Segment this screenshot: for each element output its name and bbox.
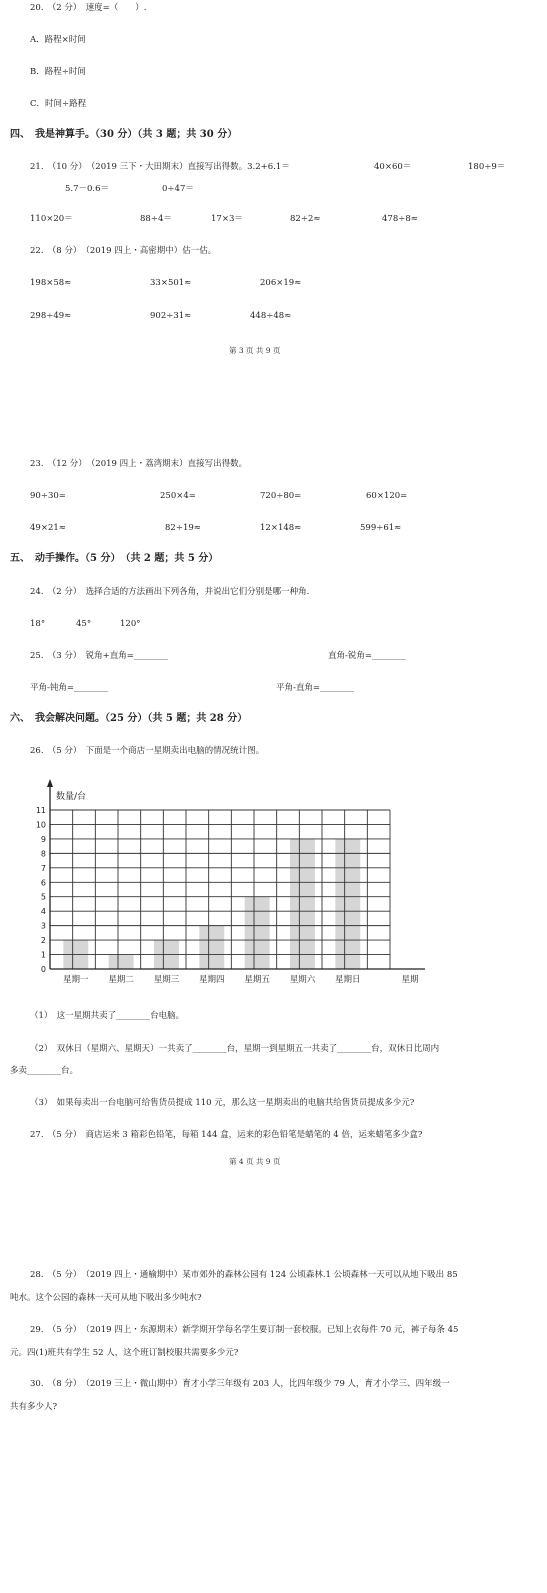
q28-line-1: 28. （5 分） （2019 四上・通榆期中）某市郊外的森林公园有 124 公顷森林.1 公顷森林一天可以从地下吸出 85 (30, 1270, 458, 1280)
q27-stem: 27. （5 分） 商店运来 3 箱彩色铅笔，每箱 144 盒，运来的彩色铅笔是蜡笔的 4 倍，运来蜡笔多少盒? (30, 1130, 423, 1140)
x-tick-label: 星期日 (335, 975, 361, 985)
section-5-heading: 五、 动手操作。（5 分） （共 2 题；共 5 分） (10, 553, 219, 564)
q28-line-2: 吨水。这个公园的森林一天可从地下吸出多少吨水? (10, 1293, 202, 1303)
q22-item: 33×501≈ (150, 278, 192, 288)
q20-stem: 20. （2 分） 速度=（ ）. (30, 3, 147, 13)
y-tick-label: 7 (40, 863, 46, 873)
q26-part-2: （2） 双休日（星期六、星期天）一共卖了________台，星期一到星期五一共卖了________台，双休日比周内 (30, 1044, 440, 1054)
q25-blank: 平角-钝角=________ (30, 683, 108, 693)
x-tick-label: 星期二 (108, 975, 134, 985)
q24-angle: 45° (76, 619, 92, 629)
y-tick-label: 0 (40, 965, 46, 974)
q22-item: 902÷31≈ (150, 311, 192, 321)
y-tick-label: 1 (40, 950, 46, 960)
q21-item: 0÷47＝ (162, 184, 194, 194)
page-footer: 第 4 页 共 9 页 (229, 1157, 281, 1166)
y-axis-label: 数量/台 (56, 792, 87, 802)
q21-item: 180÷9＝ (468, 162, 506, 172)
q26-part-3: （3） 如果每卖出一台电脑可给售货员提成 110 元，那么这一星期卖出的电脑共给售货员提成多少元? (30, 1098, 415, 1108)
q21-item: 17×3＝ (211, 214, 243, 224)
q22-item: 206×19≈ (260, 278, 302, 288)
q21-item: 88÷4＝ (140, 214, 172, 224)
q23-item: 599÷61≈ (360, 523, 402, 533)
y-tick-label: 6 (40, 878, 46, 888)
q29-line-1: 29. （5 分） （2019 四上・东源期末）新学期开学每名学生要订制一套校服。已知上衣每件 70 元，裤子每条 45 (30, 1325, 459, 1335)
q21-item: 40×60＝ (374, 162, 412, 172)
q22-item: 298÷49≈ (30, 311, 72, 321)
y-tick-label: 8 (40, 849, 46, 859)
q26-part-1: （1） 这一星期共卖了________台电脑。 (30, 1011, 185, 1021)
q20-option-a: A．路程×时间 (30, 35, 86, 45)
q22-item: 448÷48≈ (250, 311, 292, 321)
q23-item: 90÷30= (30, 491, 66, 501)
q25-blank: 直角-锐角=________ (328, 651, 406, 661)
q30-line-1: 30. （8 分） （2019 三上・微山期中）育才小学三年级有 203 人，比四年级少 79 人，育才小学三、四年级一 (30, 1379, 450, 1389)
q21-item: 110×20＝ (30, 214, 73, 224)
y-tick-label: 3 (40, 921, 46, 931)
bar-星期日 (335, 839, 360, 969)
q21-stem: 21. （10 分） （2019 三下・大田期末）直接写出得数。3.2+6.1＝ (30, 162, 290, 172)
q25-stem: 25. （3 分） 锐角+直角=________ (30, 651, 168, 661)
q23-item: 60×120= (366, 491, 408, 501)
q25-blank: 平角-直角=________ (276, 683, 354, 693)
y-tick-label: 5 (40, 892, 46, 902)
y-tick-label: 4 (40, 907, 46, 917)
x-tick-label: 星期六 (289, 975, 316, 985)
q23-item: 720÷80= (260, 491, 302, 501)
q21-item: 5.7－0.6＝ (65, 184, 110, 194)
q24-angle: 120° (120, 619, 141, 629)
q21-item: 82÷2≈ (290, 214, 321, 224)
q23-item: 49×21≈ (30, 523, 66, 533)
y-tick-label: 11 (35, 806, 46, 815)
q26-part-2-cont: 多卖________台。 (10, 1066, 79, 1076)
q30-line-2: 共有多少人? (10, 1402, 58, 1412)
bar-星期五 (245, 897, 270, 969)
bar-星期二 (109, 955, 134, 969)
q22-item: 198×58≈ (30, 278, 72, 288)
y-tick-label: 9 (40, 834, 46, 844)
q21-item: 478÷8≈ (382, 214, 418, 224)
section-6-heading: 六、 我会解决问题。（25 分）（共 5 题；共 28 分） (10, 713, 248, 724)
q23-item: 12×148≈ (260, 523, 302, 533)
x-tick-label: 星期四 (199, 975, 225, 985)
q26-stem: 26. （5 分） 下面是一个商店一星期卖出电脑的情况统计图。 (30, 746, 265, 756)
q29-line-2: 元。四(1)班共有学生 52 人，这个班订制校服共需要多少元? (10, 1348, 239, 1358)
y-axis-arrow (47, 779, 53, 787)
section-4-heading: 四、 我是神算手。（30 分）（共 3 题；共 30 分） (10, 129, 238, 140)
q23-stem: 23. （12 分） （2019 四上・荔湾期末）直接写出得数。 (30, 459, 248, 469)
q20-option-b: B．路程÷时间 (30, 67, 86, 77)
q23-item: 82÷19≈ (165, 523, 201, 533)
x-axis-label: 星期 (401, 975, 419, 985)
bar-星期六 (290, 839, 315, 969)
q22-stem: 22. （8 分） （2019 四上・高密期中）估一估。 (30, 246, 217, 256)
q24-stem: 24. （2 分） 选择合适的方法画出下列各角，并说出它们分别是哪一种角. (30, 587, 310, 597)
y-tick-label: 10 (35, 820, 46, 830)
x-tick-label: 星期一 (63, 975, 89, 985)
q24-angle: 18° (30, 619, 46, 629)
q23-item: 250×4= (160, 491, 196, 501)
page-footer: 第 3 页 共 9 页 (229, 346, 281, 355)
bar-星期四 (199, 926, 224, 969)
q20-option-c: C．时间÷路程 (30, 99, 87, 109)
x-tick-label: 星期三 (153, 975, 180, 985)
bar-chart (30, 776, 430, 990)
x-tick-label: 星期五 (244, 975, 270, 985)
y-tick-label: 2 (40, 936, 46, 946)
